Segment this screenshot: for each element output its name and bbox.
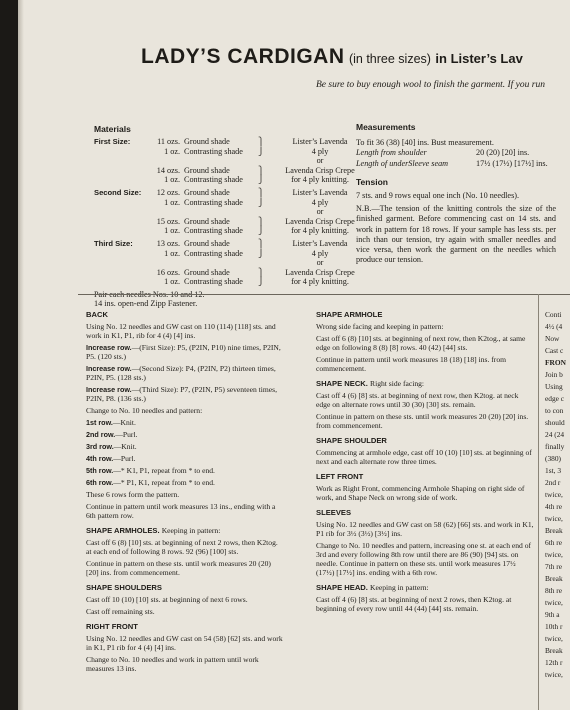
continue-text: Continue in pattern until work measures 13 ins., ending with a 6th pattern row. bbox=[86, 502, 276, 520]
shade: Contrasting shade bbox=[184, 277, 243, 287]
size-label bbox=[94, 217, 152, 226]
title-sizes: (in three sizes) bbox=[348, 52, 431, 66]
brace: ⎭ bbox=[258, 197, 265, 207]
shade: Contrasting shade bbox=[184, 197, 243, 207]
materials-row bbox=[94, 156, 384, 165]
zip-note: 14 ins. open-end Zipp Fastener. bbox=[94, 298, 198, 308]
shade bbox=[184, 156, 258, 165]
quantity: 1 oz. bbox=[164, 197, 180, 207]
brace: ⎫ bbox=[258, 239, 265, 249]
wool-type: Lister’s Lavenda bbox=[292, 188, 348, 198]
tension-heading: Tension bbox=[356, 176, 388, 187]
wool-type: 4 ply bbox=[311, 248, 329, 258]
size-label bbox=[94, 166, 152, 175]
pattern-row-5 bbox=[86, 466, 284, 475]
row-text-1: —Knit. bbox=[112, 418, 136, 427]
quantity: 1 oz. bbox=[164, 277, 180, 287]
pattern-row-4 bbox=[86, 454, 284, 463]
measurements-heading: Measurements bbox=[356, 122, 416, 132]
wool-type: for 4 ply knitting. bbox=[291, 277, 349, 287]
armholes-text-2: Continue in pattern on these sts. until work measures 20 (20) [20] ins. from commencement. bbox=[86, 559, 271, 577]
brace: ⎫ bbox=[258, 267, 265, 277]
right-front-text-1: Using No. 12 needles and GW cast on 54 (58) [62] sts. and work in K1, P1 rib for 4 (4) [4] ins. bbox=[86, 634, 283, 652]
row-text-5: —* K1, P1, repeat from * to end. bbox=[113, 466, 215, 475]
brace bbox=[258, 207, 270, 216]
materials-row bbox=[94, 217, 384, 226]
cutoff-line: twice, bbox=[545, 670, 563, 679]
wool-type: Lavenda Crisp Crepe bbox=[285, 216, 355, 226]
wool-type: for 4 ply knitting. bbox=[291, 226, 349, 236]
sleeve-label: Length of underSleeve seam bbox=[356, 158, 449, 168]
fit-text: To fit 36 (38) [40] ins. Bust measurement. bbox=[356, 138, 494, 148]
cutoff-line: twice, bbox=[545, 550, 563, 559]
brace: ⎭ bbox=[258, 248, 265, 258]
wool-type: for 4 ply knitting. bbox=[291, 175, 349, 185]
length-value: 20 (20) [20] ins. bbox=[476, 148, 530, 158]
shape-armhole-sub: Wrong side facing and keeping in pattern: bbox=[316, 322, 444, 331]
cutoff-line: 1st, 3 bbox=[545, 466, 562, 475]
increase-label-1: Increase row. bbox=[86, 343, 132, 352]
armholes-heading: SHAPE ARMHOLES. Keeping in pattern: bbox=[86, 526, 221, 535]
increase-row-1 bbox=[86, 343, 284, 361]
sleeves-text-2: Change to No. 10 needles and pattern, increasing one st. at each end of 3rd and every following 8th row until there are 86 (90) [94] sts. on needle. Continue in pattern on these sts. until work measures 17½ (17½) [17½] ins. ending with a 6th row. bbox=[316, 541, 532, 577]
row-text-3: —Knit. bbox=[113, 442, 137, 451]
brace: ⎫ bbox=[258, 165, 265, 175]
shape-head-text: Cast off 4 (6) [8] sts. at beginning of next 2 rows, then K2tog. at beginning of every row until 44 (44) [44] sts. remain. bbox=[316, 595, 512, 613]
brace bbox=[258, 258, 270, 267]
cutoff-line: 7th re bbox=[545, 562, 563, 571]
increase-text-1: —(First Size): P5, (P2IN, P10) nine times, P2IN, P5. (120 sts.) bbox=[86, 343, 281, 361]
size-label bbox=[94, 175, 152, 184]
row-label-3: 3rd row. bbox=[86, 442, 114, 451]
shade: Ground shade bbox=[184, 137, 230, 147]
six-rows-note: These 6 rows form the pattern. bbox=[86, 490, 180, 499]
sleeves-heading: SLEEVES bbox=[316, 508, 352, 517]
increase-label-2: Increase row. bbox=[86, 364, 132, 373]
row-label-4: 4th row. bbox=[86, 454, 114, 463]
column-front-sleeves bbox=[316, 310, 534, 616]
size-label bbox=[94, 277, 152, 286]
cutoff-line: Break bbox=[545, 646, 563, 655]
increase-text-3: —(Third Size): P7, (P2IN, P5) seventeen times, P2IN, P8. (136 sts.) bbox=[86, 385, 277, 403]
length-row bbox=[356, 148, 556, 158]
armholes-text-1: Cast off 6 (8) [10] sts. at beginning of next 2 rows, then K2tog. at each end of following 8 rows. 92 (96) [100] sts. bbox=[86, 538, 278, 556]
materials-row bbox=[94, 207, 384, 216]
materials-row bbox=[94, 147, 384, 156]
cutoff-line: Cast c bbox=[545, 346, 564, 355]
cutoff-line: edge c bbox=[545, 394, 565, 403]
size-label bbox=[94, 249, 152, 258]
size-label bbox=[94, 207, 152, 216]
back-heading: BACK bbox=[86, 310, 108, 319]
materials-row bbox=[94, 137, 384, 146]
materials-row bbox=[94, 249, 384, 258]
shoulders-text-1: Cast off 10 (10) [10] sts. at beginning of next 6 rows. bbox=[86, 595, 248, 604]
size-label bbox=[94, 268, 152, 277]
shape-armhole-heading: SHAPE ARMHOLE bbox=[316, 310, 383, 319]
cutoff-line: twice, bbox=[545, 490, 563, 499]
cutoff-line: 12th r bbox=[545, 658, 563, 667]
right-front-heading: RIGHT FRONT bbox=[86, 622, 138, 631]
wool-type: 4 ply bbox=[311, 197, 329, 207]
materials-row bbox=[94, 188, 384, 197]
sleeve-value: 17½ (17½) [17½] ins. bbox=[476, 158, 548, 168]
brace: ⎫ bbox=[258, 216, 265, 226]
cutoff-line: 4th re bbox=[545, 502, 563, 511]
pattern-title bbox=[141, 45, 523, 69]
wool-type: or bbox=[316, 156, 324, 166]
quantity bbox=[152, 258, 184, 267]
size-label bbox=[94, 156, 152, 165]
brace: ⎫ bbox=[258, 137, 265, 147]
cutoff-line: 10th r bbox=[545, 622, 563, 631]
quantity bbox=[152, 156, 184, 165]
title-brand: in Lister’s Lav bbox=[435, 51, 523, 66]
increase-row-2 bbox=[86, 364, 284, 382]
pattern-page bbox=[18, 0, 570, 710]
brace: ⎭ bbox=[258, 277, 265, 287]
row-text-2: —Purl. bbox=[115, 430, 138, 439]
cutoff-line: (380) bbox=[545, 454, 562, 463]
pattern-row-6 bbox=[86, 478, 284, 487]
shape-armhole-text-1: Cast off 6 (8) [10] sts. at beginning of next row, then K2tog., at same edge on following 8 (8) [8] rows. 40 (42) [44] sts. bbox=[316, 334, 526, 352]
cutoff-line: 4½ (4 bbox=[545, 322, 563, 331]
row-label-1: 1st row. bbox=[86, 418, 113, 427]
materials-row bbox=[94, 166, 384, 175]
shoulders-text-2: Cast off remaining sts. bbox=[86, 607, 155, 616]
row-label-6: 6th row. bbox=[86, 478, 114, 487]
right-front-text-2: Change to No. 10 needles and work in pattern until work measures 13 ins. bbox=[86, 655, 259, 673]
cutoff-line: Conti bbox=[545, 310, 562, 319]
shade: Contrasting shade bbox=[184, 175, 243, 185]
increase-row-3 bbox=[86, 385, 284, 403]
quantity: 13 ozs. bbox=[156, 239, 180, 249]
shape-armhole-text-2: Continue in pattern until work measures 18 (18) [18] ins. from commencement. bbox=[316, 355, 507, 373]
back-text: Using No. 12 needles and GW cast on 110 (114) [118] sts. and work in K1, P1, rib for 4 (4) [4] ins. bbox=[86, 322, 276, 340]
column-back bbox=[86, 310, 284, 676]
quantity: 1 oz. bbox=[164, 226, 180, 236]
left-front-text: Work as Right Front, commencing Armhole Shaping on right side of work, and Shape Neck on wrong side of work. bbox=[316, 484, 525, 502]
brace: ⎭ bbox=[258, 175, 265, 185]
shape-shoulder-text: Commencing at armhole edge, cast off 10 (10) [10] sts. at beginning of next and each alternate row three times. bbox=[316, 448, 532, 466]
wool-type: Lister’s Lavenda bbox=[292, 137, 348, 147]
brace: ⎭ bbox=[258, 226, 265, 236]
cutoff-line: twice, bbox=[545, 514, 563, 523]
cutoff-line: Now bbox=[545, 334, 560, 343]
measurements-section bbox=[356, 122, 556, 265]
size-label bbox=[94, 226, 152, 235]
quantity: 1 oz. bbox=[164, 248, 180, 258]
shade: Contrasting shade bbox=[184, 146, 243, 156]
quantity: 14 ozs. bbox=[156, 165, 180, 175]
cutoff-line: 9th a bbox=[545, 610, 560, 619]
materials-row bbox=[94, 239, 384, 248]
size-label bbox=[94, 147, 152, 156]
wool-type: 4 ply bbox=[311, 146, 329, 156]
title-main: LADY’S CARDIGAN bbox=[141, 45, 345, 68]
shape-neck-heading: SHAPE NECK. Right side facing: bbox=[316, 379, 425, 388]
wool-type: or bbox=[316, 207, 324, 217]
row-label-2: 2nd row. bbox=[86, 430, 116, 439]
shade: Ground shade bbox=[184, 165, 230, 175]
materials-row bbox=[94, 277, 384, 286]
materials-row bbox=[94, 268, 384, 277]
quantity: 1 oz. bbox=[164, 175, 180, 185]
shape-neck-text-1: Cast off 4 (6) [8] sts. at beginning of next row, then K2tog. at neck edge on alternate rows until 30 (30) [30] sts. remain. bbox=[316, 391, 519, 409]
pattern-row-3 bbox=[86, 442, 284, 451]
shade: Ground shade bbox=[184, 188, 230, 198]
size-label: Third Size: bbox=[94, 239, 133, 249]
size-label bbox=[94, 258, 152, 267]
cutoff-line: to con bbox=[545, 406, 564, 415]
shade bbox=[184, 258, 258, 267]
cutoff-line: 24 (24 bbox=[545, 430, 565, 439]
nb-text: N.B.—The tension of the knitting controls the size of the finished garment. Before commencing cast on 14 sts. and work in pattern for 18 rows. If your sample has less sts. per inch than our tension, try again with smaller needles and vice versa, then work the garment on the needles which produce our tension. bbox=[356, 204, 556, 265]
increase-label-3: Increase row. bbox=[86, 385, 132, 394]
cutoff-line: Using bbox=[545, 382, 563, 391]
materials-section bbox=[94, 125, 384, 308]
size-label: Second Size: bbox=[94, 188, 142, 198]
quantity: 12 ozs. bbox=[156, 188, 180, 198]
cutoff-line: finally bbox=[545, 442, 565, 451]
cutoff-line: FRON bbox=[545, 358, 566, 367]
shade bbox=[184, 207, 258, 216]
quantity bbox=[152, 207, 184, 216]
shade: Ground shade bbox=[184, 216, 230, 226]
wool-type: or bbox=[316, 258, 324, 268]
brace: ⎫ bbox=[258, 188, 265, 198]
page-fold-shadow bbox=[18, 0, 24, 710]
materials-row bbox=[94, 198, 384, 207]
pattern-row-2 bbox=[86, 430, 284, 439]
materials-heading: Materials bbox=[94, 124, 131, 134]
left-front-heading: LEFT FRONT bbox=[316, 472, 364, 481]
sleeves-text-1: Using No. 12 needles and GW cast on 58 (62) [66] sts. and work in K1, P1 rib for 3½ (3½) [3½] ins. bbox=[316, 520, 534, 538]
cutoff-line: Break bbox=[545, 526, 563, 535]
column-cutoff bbox=[545, 310, 570, 682]
wool-type: Lister’s Lavenda bbox=[292, 239, 348, 249]
column-divider bbox=[538, 294, 539, 710]
increase-text-2: —(Second Size): P4, (P2IN, P2) thirteen times, P2IN, P5. (128 sts.) bbox=[86, 364, 276, 382]
cutoff-line: twice, bbox=[545, 598, 563, 607]
cutoff-line: 2nd r bbox=[545, 478, 561, 487]
wool-type: Lavenda Crisp Crepe bbox=[285, 267, 355, 277]
quantity: 11 ozs. bbox=[157, 137, 180, 147]
tension-text: 7 sts. and 9 rows equal one inch (No. 10 needles). bbox=[356, 191, 520, 201]
change-needles: Change to No. 10 needles and pattern: bbox=[86, 406, 203, 415]
shape-shoulder-heading: SHAPE SHOULDER bbox=[316, 436, 387, 445]
row-text-6: —* P1, K1, repeat from * to end. bbox=[113, 478, 215, 487]
shade: Contrasting shade bbox=[184, 248, 243, 258]
materials-row bbox=[94, 258, 384, 267]
section-divider bbox=[78, 294, 570, 295]
quantity: 16 ozs. bbox=[156, 267, 180, 277]
wool-type: Lavenda Crisp Crepe bbox=[285, 165, 355, 175]
row-label-5: 5th row. bbox=[86, 466, 114, 475]
size-label bbox=[94, 198, 152, 207]
size-label: First Size: bbox=[94, 137, 131, 147]
shoulders-heading: SHAPE SHOULDERS bbox=[86, 583, 162, 592]
needles-note: Pair each needles Nos. 10 and 12. bbox=[94, 289, 205, 299]
row-text-4: —Purl. bbox=[113, 454, 136, 463]
subtitle: Be sure to buy enough wool to finish the garment. If you run bbox=[316, 80, 545, 90]
cutoff-line: Join b bbox=[545, 370, 563, 379]
brace bbox=[258, 156, 270, 165]
quantity: 15 ozs. bbox=[156, 216, 180, 226]
shade: Contrasting shade bbox=[184, 226, 243, 236]
shade: Ground shade bbox=[184, 239, 230, 249]
cutoff-line: 6th re bbox=[545, 538, 563, 547]
shade: Ground shade bbox=[184, 267, 230, 277]
cutoff-line: Break bbox=[545, 574, 563, 583]
brace: ⎭ bbox=[258, 146, 265, 156]
shape-head-heading: SHAPE HEAD. Keeping in pattern: bbox=[316, 583, 429, 592]
length-label: Length from shoulder bbox=[356, 148, 427, 158]
cutoff-line: should bbox=[545, 418, 565, 427]
materials-rows bbox=[94, 137, 384, 286]
quantity: 1 oz. bbox=[164, 146, 180, 156]
materials-row bbox=[94, 226, 384, 235]
pattern-row-1 bbox=[86, 418, 284, 427]
sleeve-row bbox=[356, 159, 556, 169]
materials-row bbox=[94, 175, 384, 184]
cutoff-line: 8th re bbox=[545, 586, 563, 595]
shape-neck-text-2: Continue in pattern on these sts. until work measures 20 (20) [20] ins. from commencement. bbox=[316, 412, 529, 430]
cutoff-line: twice, bbox=[545, 634, 563, 643]
